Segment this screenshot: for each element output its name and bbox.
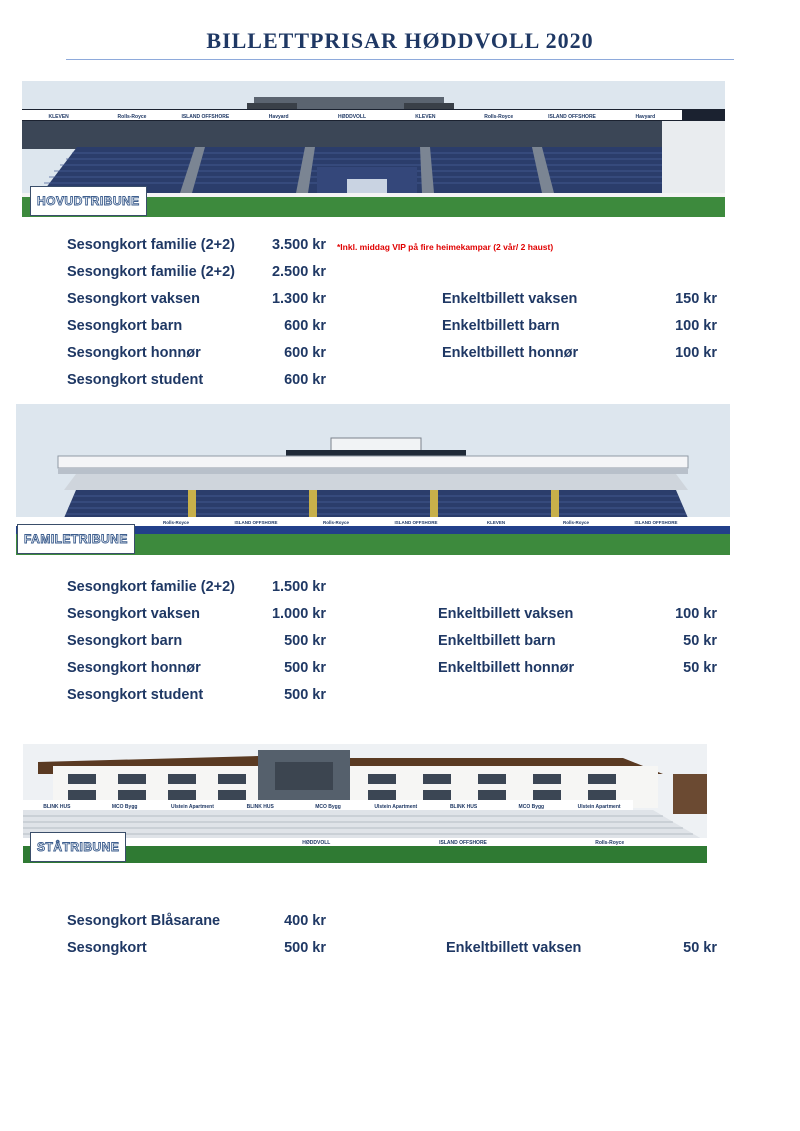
season-ticket-price: 400 kr [284, 913, 326, 929]
sponsor-banner-text: BLINK HUS [246, 804, 274, 810]
sponsor-banner-text: KLEVEN [415, 114, 436, 120]
sponsor-banner-text: MCO Bygg [111, 804, 138, 810]
season-ticket-name: Sesongkort familie (2+2) [67, 264, 236, 280]
sponsor-banner-text: ISLAND OFFSHORE [439, 840, 487, 846]
sponsor-banner-text: HØDDVOLL [302, 840, 331, 846]
hovudtribune-label: HOVUDTRIBUNE [30, 186, 147, 216]
season-ticket-name: Sesongkort vaksen [67, 291, 200, 307]
sponsor-banner-text: BLINK HUS [43, 804, 71, 810]
sponsor-banner-text: Ulstein Apartment [577, 804, 621, 810]
season-ticket-price: 2.500 kr [271, 264, 326, 280]
sponsor-banner-text: Rolls-Royce [162, 520, 190, 525]
sponsor-banner-text: KLEVEN [48, 114, 69, 120]
sponsor-banner-text: BLINK HUS [449, 804, 478, 810]
single-ticket-name: Enkeltbillett barn [438, 633, 556, 649]
single-ticket-price: 50 kr [683, 633, 717, 649]
sponsor-banner-text: KLEVEN [486, 520, 506, 525]
single-ticket-name: Enkeltbillett vaksen [446, 940, 582, 956]
season-ticket-name: Sesongkort honnør [67, 345, 201, 361]
season-ticket-price: 1.500 kr [271, 579, 326, 595]
sponsor-banner-text: ISLAND OFFSHORE [181, 114, 230, 120]
sponsor-banner-text: ISLAND OFFSHORE [548, 114, 596, 120]
title-rule [66, 59, 734, 60]
season-ticket-name: Sesongkort Blåsarane [67, 913, 221, 929]
season-ticket-name: Sesongkort [67, 940, 147, 956]
season-ticket-price: 600 kr [284, 345, 326, 361]
single-ticket-price: 100 kr [675, 606, 717, 622]
season-ticket-price: 500 kr [284, 940, 326, 956]
single-ticket-name: Enkeltbillett barn [442, 318, 560, 334]
single-ticket-name: Enkeltbillett vaksen [438, 606, 574, 622]
season-ticket-price: 500 kr [284, 687, 326, 703]
sponsor-banner-text: Rolls-Royce [484, 114, 514, 120]
single-ticket-name: Enkeltbillett vaksen [442, 291, 578, 307]
sponsor-banner-text: ISLAND OFFSHORE [634, 520, 678, 525]
sponsor-banner-text: Havyard [268, 114, 289, 120]
season-ticket-name: Sesongkort vaksen [67, 606, 200, 622]
sponsor-banner-text: ISLAND OFFSHORE [234, 520, 278, 525]
single-ticket-price: 100 kr [675, 345, 717, 361]
season-ticket-price: 600 kr [284, 318, 326, 334]
sponsor-banner-text: Rolls-Royce [322, 520, 350, 525]
single-ticket-price: 150 kr [675, 291, 717, 307]
sponsor-banner-text: Rolls-Royce [117, 114, 147, 120]
season-ticket-name: Sesongkort honnør [67, 660, 201, 676]
sponsor-banner-text: Rolls-Royce [595, 840, 625, 846]
vip-note: *Inkl. middag VIP på fire heimekampar (2 vår/ 2 haust) [337, 242, 554, 252]
single-ticket-price: 100 kr [675, 318, 717, 334]
season-ticket-price: 600 kr [284, 372, 326, 388]
sponsor-banner-text: Ulstein Apartment [170, 804, 214, 810]
sponsor-banner-text: Rolls-Royce [562, 520, 590, 525]
page-title: BILLETTPRISAR HØDDVOLL 2020 [206, 28, 594, 53]
sponsor-banner-text: HØDDVOLL [337, 114, 367, 120]
staatribune-label: STÅTRIBUNE [30, 832, 126, 862]
sponsor-banner-text: ISLAND OFFSHORE [394, 520, 438, 525]
season-ticket-name: Sesongkort student [67, 687, 204, 703]
sponsor-banner-text: MCO Bygg [518, 804, 545, 810]
sponsor-banner-text: Ulstein Apartment [374, 804, 418, 810]
single-ticket-name: Enkeltbillett honnør [442, 345, 579, 361]
sponsor-banner-text: Havyard [635, 114, 656, 120]
season-ticket-price: 1.300 kr [271, 291, 326, 307]
season-ticket-price: 3.500 kr [271, 237, 326, 253]
season-ticket-name: Sesongkort barn [67, 318, 183, 334]
season-ticket-name: Sesongkort familie (2+2) [67, 237, 236, 253]
season-ticket-name: Sesongkort student [67, 372, 204, 388]
familetribune-label: FAMILETRIBUNE [17, 524, 135, 554]
season-ticket-price: 1.000 kr [271, 606, 326, 622]
season-ticket-price: 500 kr [284, 660, 326, 676]
season-ticket-name: Sesongkort familie (2+2) [67, 579, 236, 595]
single-ticket-price: 50 kr [683, 660, 717, 676]
season-ticket-price: 500 kr [284, 633, 326, 649]
season-ticket-name: Sesongkort barn [67, 633, 183, 649]
sponsor-banner-text: MCO Bygg [315, 804, 341, 810]
single-ticket-name: Enkeltbillett honnør [438, 660, 575, 676]
single-ticket-price: 50 kr [683, 940, 717, 956]
